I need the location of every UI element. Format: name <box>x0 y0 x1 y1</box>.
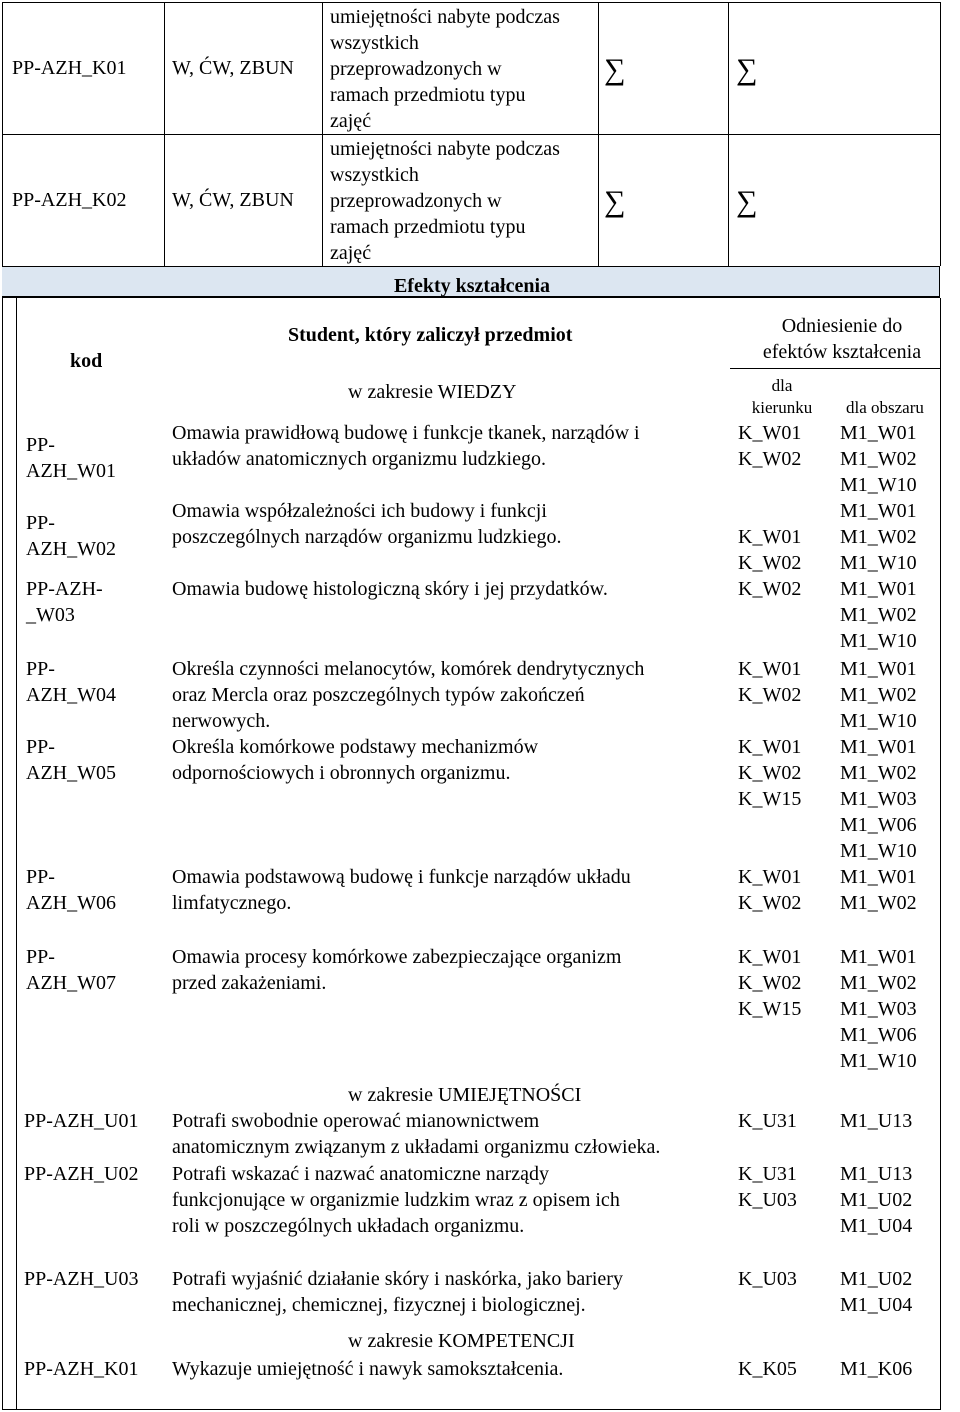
section-umiejetnosci: w zakresie UMIEJĘTNOŚCI <box>348 1084 582 1106</box>
sigma-symbol: ∑ <box>604 53 626 86</box>
row-description: Omawia budowę histologiczną skóry i jej przydatków. <box>172 578 608 600</box>
row-obszar-refs: M1_W01 M1_W02 M1_W10 <box>840 500 917 574</box>
row-kierunek-refs: K_W01 K_W02 <box>738 658 802 706</box>
row-obszar-refs: M1_U13 <box>840 1110 913 1132</box>
row-obszar-refs: M1_W01 M1_W02 M1_W03 M1_W06 M1_W10 <box>840 736 917 862</box>
row-kierunek-refs: K_U31 K_U03 <box>738 1163 797 1211</box>
row-kierunek-refs: K_U03 <box>738 1268 797 1290</box>
header-dla-kierunku: dla kierunku <box>751 376 813 417</box>
row-description: Potrafi wskazać i nazwać anatomiczne narządy funkcjonujące w organizmie ludzkim wraz z opisem ich roli w poszczególnych układach organizmu. <box>172 1163 620 1237</box>
row-kierunek-refs: K_K05 <box>738 1358 797 1380</box>
row-description: Określa czynności melanocytów, komórek dendrytycznych oraz Mercla oraz poszczególnych typów zakończeń nerwowych. <box>172 658 645 732</box>
row-obszar-refs: M1_U02 M1_U04 <box>840 1268 913 1316</box>
row-obszar-refs: M1_W01 M1_W02 M1_W10 <box>840 422 917 496</box>
row-code: PP-AZH_K01 <box>24 1358 139 1380</box>
top-row-method: umiejętności nabyte podczas wszystkich przeprowadzonych w ramach przedmiotu typu zajęć <box>330 138 560 264</box>
sigma-symbol: ∑ <box>604 185 626 218</box>
row-kierunek-refs: K_U31 <box>738 1110 797 1132</box>
row-obszar-refs: M1_U13 M1_U02 M1_U04 <box>840 1163 913 1237</box>
row-description: Określa komórkowe podstawy mechanizmów odpornościowych i obronnych organizmu. <box>172 736 539 784</box>
sigma-symbol: ∑ <box>736 53 758 86</box>
row-description: Omawia procesy komórkowe zabezpieczające organizm przed zakażeniami. <box>172 946 622 994</box>
row-kierunek-refs: K_W01 K_W02 <box>738 866 802 914</box>
row-description: Potrafi swobodnie operować mianownictwem anatomicznym związanym z układami organizmu człowieka. <box>172 1110 661 1158</box>
row-obszar-refs: M1_W01 M1_W02 <box>840 866 917 914</box>
row-description: Omawia współzależności ich budowy i funkcji poszczególnych narządów organizmu ludzkiego. <box>172 500 562 548</box>
row-obszar-refs: M1_W01 M1_W02 M1_W10 <box>840 658 917 732</box>
row-code: PP-AZH_U02 <box>24 1163 139 1185</box>
row-code: PP- AZH_W07 <box>26 946 116 994</box>
row-kierunek-refs: K_W01 K_W02 K_W15 <box>738 946 802 1020</box>
row-code: PP-AZH_U03 <box>24 1268 139 1290</box>
efekty-title: Efekty kształcenia <box>393 275 551 297</box>
row-code: PP- AZH_W05 <box>26 736 116 784</box>
row-kierunek-refs: K_W01 K_W02 K_W15 <box>738 736 802 810</box>
row-description: Potrafi wyjaśnić działanie skóry i naskórka, jako bariery mechanicznej, chemicznej, fizycznej i biologicznej. <box>172 1268 623 1316</box>
row-code: PP-AZH- _W03 <box>26 578 103 626</box>
header-dla-obszaru: dla obszaru <box>846 398 924 417</box>
top-row-forms: W, ĆW, ZBUN <box>172 57 294 79</box>
top-row-code: PP-AZH_K01 <box>12 57 127 79</box>
row-obszar-refs: M1_W01 M1_W02 M1_W10 <box>840 578 917 652</box>
sigma-symbol: ∑ <box>736 185 758 218</box>
row-kierunek-refs: K_W01 K_W02 <box>738 422 802 470</box>
row-description: Omawia prawidłową budowę i funkcje tkanek, narządów i układów anatomicznych organizmu ludzkiego. <box>172 422 640 470</box>
row-code: PP-AZH_U01 <box>24 1110 139 1132</box>
row-description: Omawia podstawową budowę i funkcje narządów układu limfatycznego. <box>172 866 631 914</box>
row-obszar-refs: M1_W01 M1_W02 M1_W03 M1_W06 M1_W10 <box>840 946 917 1072</box>
header-student: Student, który zaliczył przedmiot <box>288 324 573 346</box>
row-code: PP- AZH_W02 <box>26 512 116 560</box>
section-kompetencje: w zakresie KOMPETENCJI <box>348 1330 575 1352</box>
row-kierunek-refs: K_W01 K_W02 <box>738 526 802 574</box>
row-obszar-refs: M1_K06 <box>840 1358 913 1380</box>
row-kierunek-refs: K_W02 <box>738 578 802 600</box>
row-code: PP- AZH_W04 <box>26 658 116 706</box>
header-kod: kod <box>70 350 103 372</box>
row-code: PP- AZH_W01 <box>26 434 116 482</box>
section-wiedza: w zakresie WIEDZY <box>348 381 517 403</box>
top-row-code: PP-AZH_K02 <box>12 189 127 211</box>
header-odniesienie: Odniesienie do efektów kształcenia <box>762 315 922 363</box>
top-row-forms: W, ĆW, ZBUN <box>172 189 294 211</box>
row-description: Wykazuje umiejętność i nawyk samokształcenia. <box>172 1358 564 1380</box>
row-code: PP- AZH_W06 <box>26 866 116 914</box>
top-row-method: umiejętności nabyte podczas wszystkich przeprowadzonych w ramach przedmiotu typu zajęć <box>330 6 560 132</box>
